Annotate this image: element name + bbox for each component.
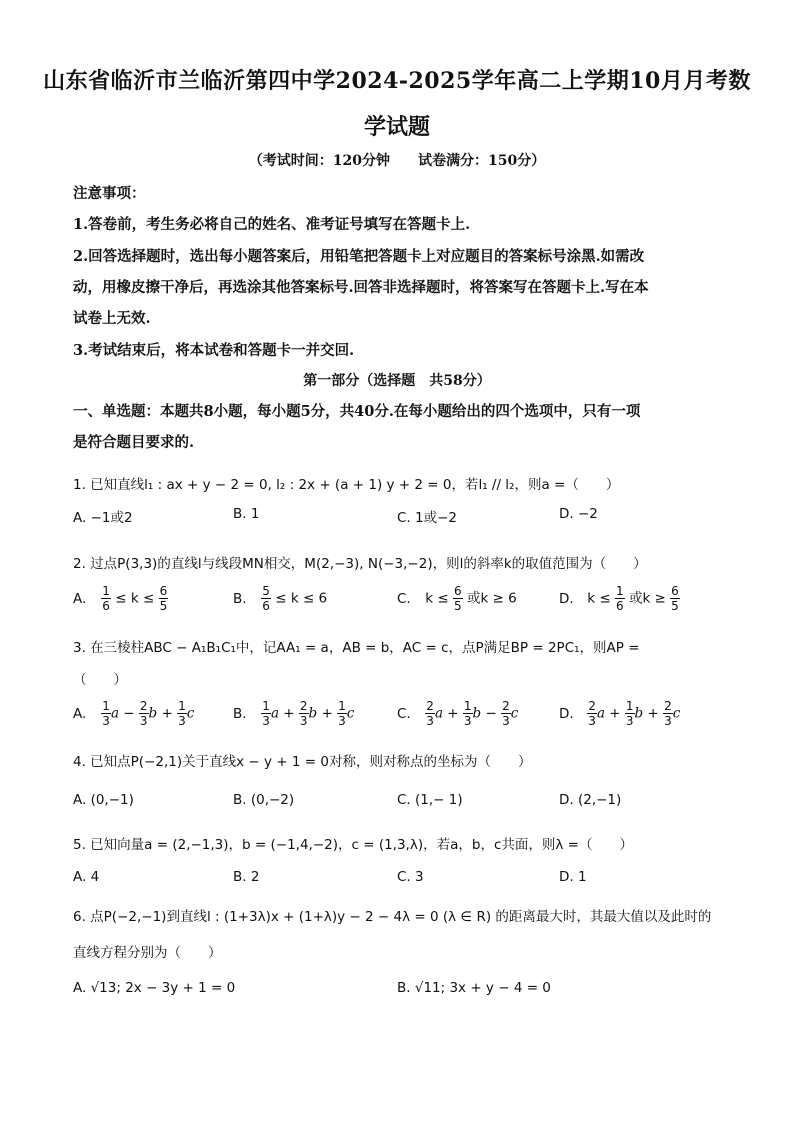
option-label: A.	[73, 590, 87, 607]
frac-den: 6	[102, 599, 110, 613]
frac-den: 5	[671, 599, 679, 613]
part1-instruction: 是符合题目要求的.	[73, 434, 195, 451]
q4-option-b: B. (0,−2)	[233, 792, 295, 808]
frac-den: 5	[454, 599, 462, 613]
q1-option-b: B. 1	[233, 506, 260, 522]
note-item: 2.回答选择题时，选出每小题答案后，用铅笔把答题卡上对应题目的答案标号涂黑.如需改	[73, 248, 645, 265]
q1-option-c: C. 1或−2	[397, 510, 457, 526]
option-label: D.	[559, 705, 574, 722]
question-5-stem: 5. 已知向量a = (2,−1,3)，b = (−1,4,−2)，c = (1,3,λ)，若a，b，c共面，则λ =（ ）	[73, 837, 633, 853]
q3-option-b: B. $\frac{1}{3}$ a + $\frac{2}{3}$ b + $\frac{1}{3}$ c	[233, 699, 355, 728]
option-text: ≤ k ≤ 6	[275, 590, 328, 607]
frac-num: 1	[616, 584, 624, 598]
question-1-stem: 1. 已知直线l₁ : ax + y − 2 = 0, l₂ : 2x + (a + 1) y + 2 = 0，若l₁ // l₂，则a =（ ）	[73, 477, 620, 493]
frac-num: 6	[671, 584, 679, 598]
option-label: C.	[397, 705, 411, 722]
frac-den: 6	[616, 599, 624, 613]
q3-option-a: A. $\frac{1}{3}$ a − $\frac{2}{3}$ b + $\frac{1}{3}$ c	[73, 699, 195, 728]
q6-option-a: A. √13; 2x − 3y + 1 = 0	[73, 980, 236, 996]
q4-option-c: C. (1,− 1)	[397, 792, 463, 808]
option-label: A.	[73, 705, 87, 722]
q5-option-c: C. 3	[397, 869, 424, 885]
q5-option-b: B. 2	[233, 869, 260, 885]
note-item: 1.答卷前，考生务必将自己的姓名、准考证号填写在答题卡上.	[73, 216, 471, 233]
part1-instruction: 一、单选题：本题共8小题，每小题5分，共40分.在每小题给出的四个选项中，只有一项	[73, 403, 641, 420]
frac-num: 6	[159, 584, 168, 598]
q5-option-a: A. 4	[73, 869, 100, 885]
exam-title-line1: 山东省临沂市兰临沂第四中学2024-2025学年高二上学期10月月考数	[43, 68, 751, 94]
question-2-stem: 2. 过点P(3,3)的直线l与线段MN相交，M(2,−3), N(−3,−2)，则l的斜率k的取值范围为（ ）	[73, 556, 647, 572]
q4-option-a: A. (0,−1)	[73, 792, 134, 808]
q2-option-d	[559, 584, 680, 613]
frac-num: 5	[262, 584, 270, 598]
option-label: B.	[233, 705, 247, 722]
frac-den: 5	[159, 599, 168, 613]
note-item: 试卷上无效.	[73, 310, 151, 327]
question-3-stem: 3. 在三棱柱ABC − A₁B₁C₁中，记AA₁ = a，AB = b，AC = c，点P满足BP = 2PC₁，则AP =	[73, 640, 640, 656]
q2-option-c	[397, 584, 517, 613]
part1-title: 第一部分（选择题 共58分）	[303, 373, 491, 389]
q2-option-b	[233, 584, 327, 613]
question-6-stem-cont: 直线方程分别为（ ）	[73, 945, 222, 961]
q6-option-b: B. √11; 3x + y − 4 = 0	[397, 980, 551, 996]
frac-num: 6	[454, 584, 462, 598]
q3-option-d: D. $\frac{2}{3}$ a + $\frac{1}{3}$ b + $\frac{2}{3}$ c	[559, 699, 681, 728]
q3-option-c: C. $\frac{2}{3}$ a + $\frac{1}{3}$ b − $\frac{2}{3}$ c	[397, 699, 519, 728]
option-text: 或k ≥ 6	[466, 590, 517, 607]
option-label: C.	[397, 590, 411, 607]
q4-option-d: D. (2,−1)	[559, 792, 622, 808]
option-text: k ≤	[587, 590, 611, 607]
option-label: B.	[233, 590, 247, 607]
option-text: k ≤	[425, 590, 449, 607]
exam-title-line2: 学试题	[363, 114, 430, 140]
option-text: 或k ≥	[628, 590, 666, 607]
exam-info: （考试时间：120分钟 试卷满分：150分）	[248, 153, 546, 169]
question-4-stem: 4. 已知点P(−2,1)关于直线x − y + 1 = 0对称，则对称点的坐标为（ ）	[73, 754, 532, 770]
note-item: 3.考试结束后，将本试卷和答题卡一并交回.	[73, 342, 355, 359]
notes-heading: 注意事项：	[73, 185, 146, 202]
question-3-stem-cont: （ ）	[73, 672, 127, 688]
q1-option-a: A. −1或2	[73, 510, 133, 526]
frac-den: 6	[262, 599, 270, 613]
note-item: 动，用橡皮擦干净后，再选涂其他答案标号.回答非选择题时，将答案写在答题卡上.写在本	[73, 279, 649, 296]
q1-option-d: D. −2	[559, 506, 598, 522]
q2-option-a	[73, 584, 168, 613]
option-label: D.	[559, 590, 574, 607]
option-text: ≤ k ≤	[115, 590, 155, 607]
question-6-stem: 6. 点P(−2,−1)到直线l : (1+3λ)x + (1+λ)y − 2 − 4λ = 0 (λ ∈ R) 的距离最大时，其最大值以及此时的	[73, 909, 712, 925]
frac-num: 1	[102, 584, 110, 598]
q5-option-d: D. 1	[559, 869, 587, 885]
